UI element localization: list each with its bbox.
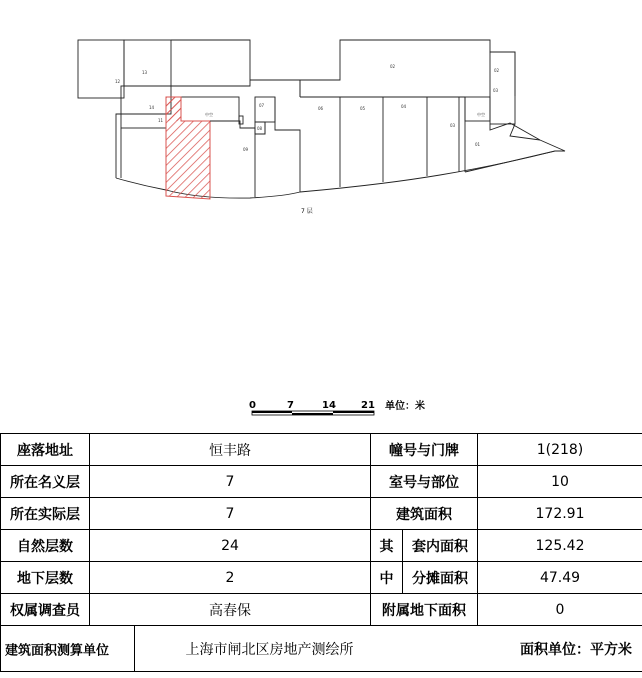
survey-unit-label bbox=[1, 626, 110, 672]
survey-unit-value: 上海市闸北区房地产测绘所 bbox=[185, 641, 354, 658]
building-no-value: 1(218) bbox=[478, 434, 642, 466]
room-label: 中空 bbox=[205, 112, 213, 117]
room-label: 01 bbox=[475, 142, 481, 147]
room-14 bbox=[121, 86, 171, 114]
room-label: 14 bbox=[149, 105, 155, 110]
room-label: 07 bbox=[259, 103, 265, 108]
area-unit-note: 面积单位：平方米 bbox=[520, 641, 632, 658]
of-which-label-1: 其 bbox=[371, 530, 403, 562]
natural-floors-value: 24 bbox=[90, 530, 371, 562]
actual-floor-label: 所在实际层 bbox=[1, 498, 90, 530]
inner-area-value: 125.42 bbox=[478, 530, 642, 562]
attached-underground-label: 附属地下面积 bbox=[371, 594, 478, 626]
room-label: 12 bbox=[115, 79, 121, 84]
actual-floor-value: 7 bbox=[90, 498, 371, 530]
surveyor-label: 权属调查员 bbox=[1, 594, 90, 626]
table-row bbox=[1, 498, 642, 530]
room-label: 06 bbox=[318, 106, 324, 111]
shared-area-value: 47.49 bbox=[478, 562, 642, 594]
scale-tick: 21 bbox=[361, 400, 375, 411]
room-label: 02 bbox=[494, 68, 500, 73]
room-label: 05 bbox=[360, 106, 366, 111]
room-label: 03 bbox=[493, 88, 499, 93]
nominal-floor-label: 所在名义层 bbox=[1, 466, 90, 498]
room-label: 中空 bbox=[477, 112, 485, 117]
table-row bbox=[1, 434, 642, 466]
nominal-floor-value: 7 bbox=[90, 466, 371, 498]
scale-tick: 0 bbox=[249, 400, 256, 411]
room-label: 13 bbox=[142, 70, 148, 75]
underground-label: 地下层数 bbox=[1, 562, 90, 594]
room-label: 09 bbox=[243, 147, 249, 152]
room-label: 02 bbox=[390, 64, 396, 69]
surveyor-value: 高春保 bbox=[90, 594, 371, 626]
void-1 bbox=[181, 97, 239, 121]
room-label: 08 bbox=[257, 126, 263, 131]
survey-unit-label-text: 建筑面积测算单位 bbox=[5, 643, 110, 658]
table-row bbox=[1, 626, 642, 672]
inner-area-label: 套内面积 bbox=[403, 530, 478, 562]
room-no-label: 室号与部位 bbox=[371, 466, 478, 498]
building-area-value: 172.91 bbox=[478, 498, 642, 530]
room-label: 04 bbox=[401, 104, 407, 109]
table-row bbox=[1, 530, 642, 562]
room-07 bbox=[255, 97, 275, 122]
attached-underground-value: 0 bbox=[478, 594, 642, 626]
address-value: 恒丰路 bbox=[90, 434, 371, 466]
table-row bbox=[1, 562, 642, 594]
room-13 bbox=[124, 40, 171, 86]
survey-unit-cell bbox=[90, 626, 642, 672]
row-divider bbox=[134, 626, 135, 671]
building-no-label: 幢号与门牌 bbox=[371, 434, 478, 466]
of-which-label-2: 中 bbox=[371, 562, 403, 594]
floor-caption: 7 层 bbox=[301, 208, 313, 215]
scale-tick: 7 bbox=[287, 400, 294, 411]
room-label: 03 bbox=[450, 123, 456, 128]
property-info-table bbox=[0, 433, 642, 672]
scale-bar bbox=[249, 399, 425, 415]
building-area-label: 建筑面积 bbox=[371, 498, 478, 530]
table-row bbox=[1, 466, 642, 498]
address-label: 座落地址 bbox=[1, 434, 90, 466]
underground-value: 2 bbox=[90, 562, 371, 594]
void-2 bbox=[465, 97, 490, 121]
room-label: 11 bbox=[158, 118, 164, 123]
scale-unit: 单位：米 bbox=[385, 401, 425, 412]
natural-floors-label: 自然层数 bbox=[1, 530, 90, 562]
room-no-value: 10 bbox=[478, 466, 642, 498]
room-12 bbox=[78, 40, 124, 98]
scale-tick: 14 bbox=[322, 400, 336, 411]
table-row bbox=[1, 594, 642, 626]
shared-area-label: 分摊面积 bbox=[403, 562, 478, 594]
